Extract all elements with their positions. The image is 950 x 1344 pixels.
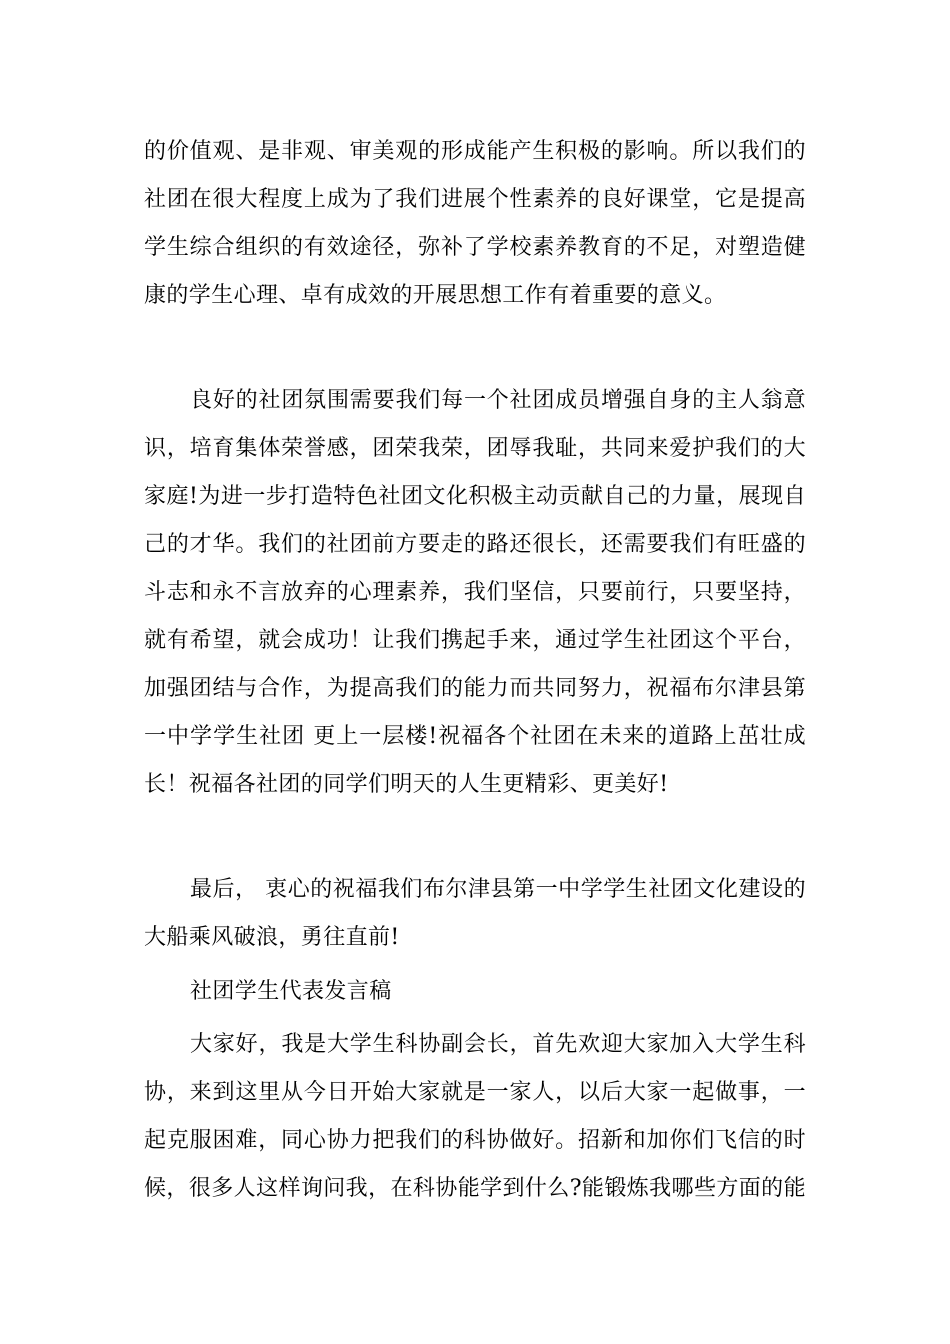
text-line: 社团在很大程度上成为了我们进展个性素养的良好课堂，它是提高 xyxy=(144,187,806,212)
text-line: 识，培育集体荣誉感，团荣我荣，团辱我耻，共同来爱护我们的大 xyxy=(144,436,806,461)
text-line: 起克服困难，同心协力把我们的科协做好。招新和加你们飞信的时 xyxy=(144,1128,806,1153)
text-line: 最后， 衷心的祝福我们布尔津县第一中学学生社团文化建设的 xyxy=(190,877,806,902)
text-line: 候，很多人这样询问我，在科协能学到什么?能锻炼我哪些方面的能 xyxy=(144,1176,806,1201)
text-line: 的价值观、是非观、审美观的形成能产生积极的影响。所以我们的 xyxy=(144,139,806,164)
text-line: 家庭!为进一步打造特色社团文化积极主动贡献自己的力量，展现自 xyxy=(144,484,806,509)
text-line: 良好的社团氛围需要我们每一个社团成员增强自身的主人翁意 xyxy=(190,388,806,413)
text-line: 长！祝福各社团的同学们明天的人生更精彩、更美好! xyxy=(144,772,669,797)
text-line: 加强团结与合作，为提高我们的能力而共同努力，祝福布尔津县第 xyxy=(144,676,806,701)
text-line: 协，来到这里从今日开始大家就是一家人，以后大家一起做事，一 xyxy=(144,1080,806,1105)
text-line: 学生综合组织的有效途径，弥补了学校素养教育的不足，对塑造健 xyxy=(144,235,806,260)
text-line: 一中学学生社团 更上一层楼!祝福各个社团在未来的道路上茁壮成 xyxy=(144,724,806,749)
text-line: 大船乘风破浪，勇往直前! xyxy=(144,925,400,950)
text-line: 康的学生心理、卓有成效的开展思想工作有着重要的意义。 xyxy=(144,283,727,308)
text-line: 己的才华。我们的社团前方要走的路还很长，还需要我们有旺盛的 xyxy=(144,532,806,557)
text-line: 大家好，我是大学生科协副会长，首先欢迎大家加入大学生科 xyxy=(190,1032,806,1057)
text-line: 就有希望，就会成功！让我们携起手来，通过学生社团这个平台， xyxy=(144,628,806,653)
section-title: 社团学生代表发言稿 xyxy=(190,979,392,1004)
text-line: 斗志和永不言放弃的心理素养，我们坚信，只要前行，只要坚持， xyxy=(144,580,806,605)
